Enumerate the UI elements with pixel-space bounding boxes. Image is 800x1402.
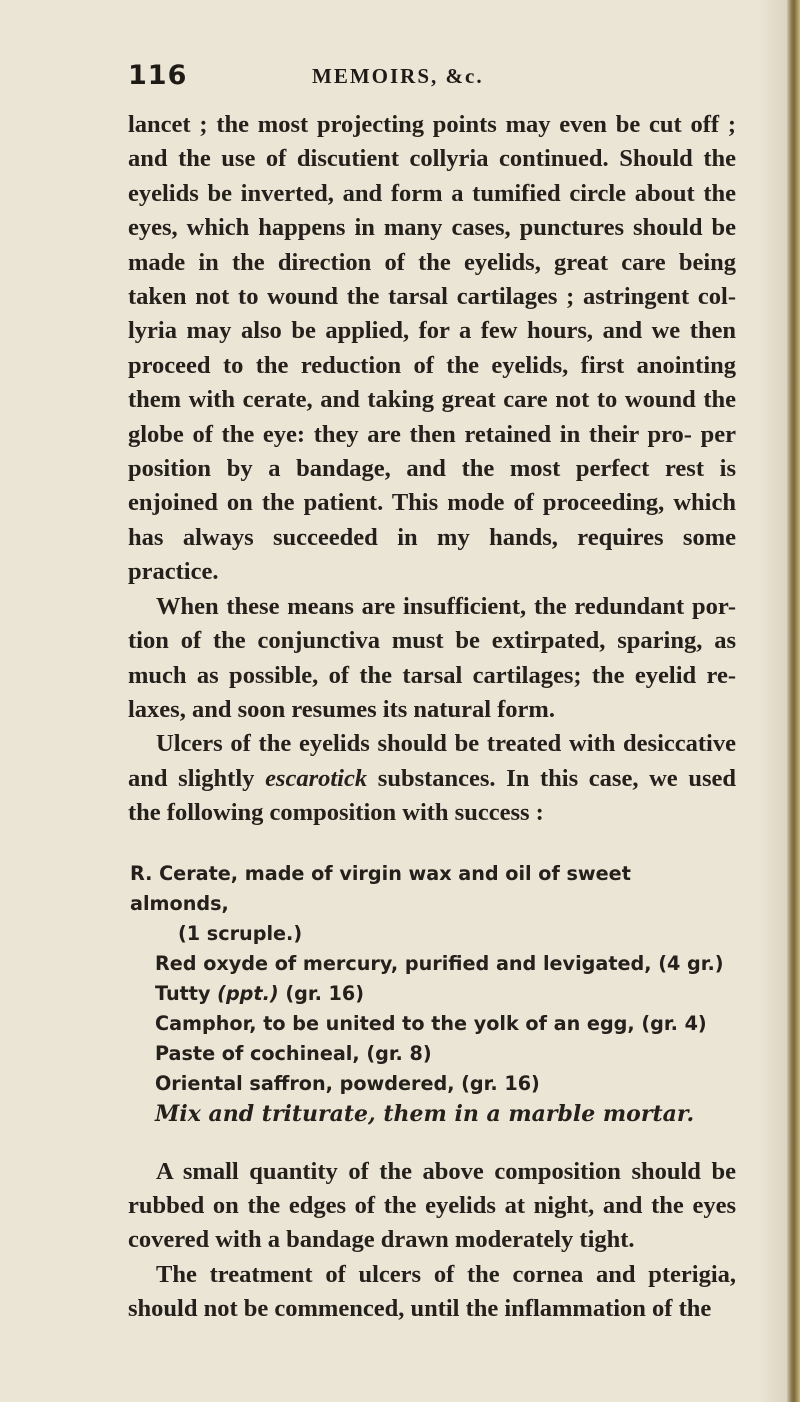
escarotick-word: escarotick	[265, 764, 368, 792]
tutty-quantity: (gr. 16)	[278, 981, 365, 1005]
paragraph-lancet: lancet ; the most projecting points may even be cut off ; and the use of discutient collyria continued. Should the eyelids be inverted, and form a tumified circle about the eyes, which happens in many cases, punctures should be made in the direction of the eyelids, great care being taken not to wound the tarsal cartilages ; astringent col- lyria may also be applied, for a few hours, and we then proceed to the reduction of the eyelids, first anointing them with cerate, and taking great care not to wound the globe of the eye: they are then retained in their pro- per position by a bandage, and the most perfect rest is enjoined on the patient. This mode of proceeding, which has always succeeded in my hands, requires some practice.	[128, 111, 736, 586]
recipe-line-camphor: Camphor, to be united to the yolk of an egg, (gr. 4)	[155, 1011, 707, 1035]
recipe-line-mercury: Red oxyde of mercury, purified and levigated, (4 gr.)	[155, 951, 724, 975]
page-edge	[787, 0, 800, 1402]
page-number: 116	[128, 60, 188, 91]
tutty-label: Tutty	[155, 981, 218, 1005]
recipe-line-cochineal: Paste of cochineal, (gr. 8)	[155, 1041, 432, 1065]
page-gutter-shadow	[759, 0, 787, 1402]
recipe-line-cerate-quantity: (1 scruple.)	[178, 921, 303, 945]
recipe-line-cerate: R. Cerate, made of virgin wax and oil of sweet almonds,	[130, 861, 631, 915]
tutty-ppt: (ppt.)	[217, 981, 279, 1005]
paragraph-ulcers	[128, 727, 736, 830]
ulcers-text-end: substances. In this case, we used the following composition with success :	[128, 764, 736, 827]
paragraph-extirpation: When these means are insufficient, the redundant por- tion of the conjunctiva must be extirpated, sparing, as much as possible, of the tarsal cartilages; the eyelid re- laxes, and soon resumes its natural form.	[128, 592, 736, 723]
page-header	[128, 60, 748, 100]
running-head: MEMOIRS, &c.	[312, 64, 484, 88]
paragraph-cornea: The treatment of ulcers of the cornea and pterigia, should not be commenced, until the inflammation of the	[128, 1260, 736, 1323]
recipe-line-saffron: Oriental saffron, powdered, (gr. 16)	[155, 1071, 540, 1095]
ulcers-text-start: Ulcers of the eyelids should be treated with desiccative and slightly	[128, 730, 736, 792]
recipe-line-tutty	[155, 979, 736, 1009]
prescription-block	[128, 859, 736, 1129]
body-text	[128, 108, 736, 1327]
recipe-instruction: Mix and triturate, them in a marble mortar.	[155, 1100, 695, 1127]
paragraph-application: A small quantity of the above composition should be rubbed on the edges of the eyelids at night, and the eyes covered with a bandage drawn moderately tight.	[128, 1157, 736, 1254]
